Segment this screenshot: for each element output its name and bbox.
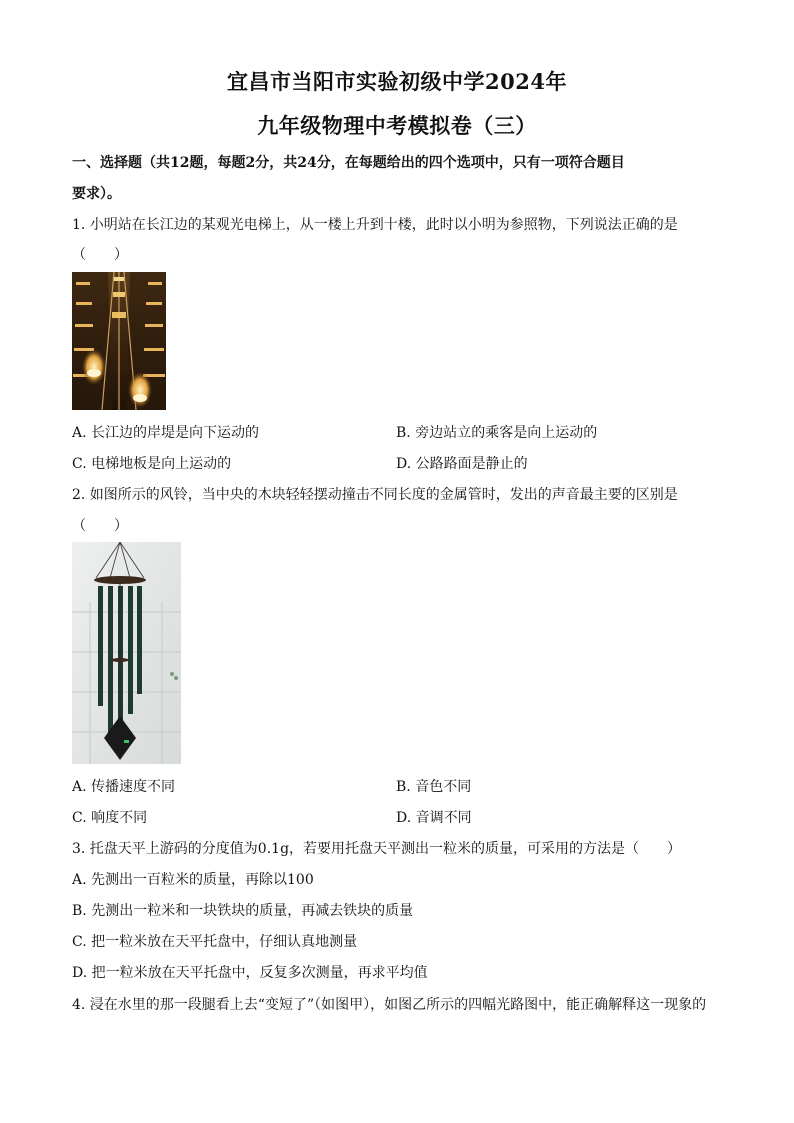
question-1-option-a[interactable]: A. 长江边的岸堤是向下运动的 <box>72 425 260 441</box>
question-3-option-d[interactable]: D. 把一粒米放在天平托盘中，反复多次测量，再求平均值 <box>72 965 428 981</box>
wind-chime-photo <box>72 542 181 764</box>
question-3-option-c[interactable]: C. 把一粒米放在天平托盘中，仔细认真地测量 <box>72 934 358 950</box>
section-heading-cont: 要求）。 <box>72 186 121 202</box>
question-2-option-b[interactable]: B. 音色不同 <box>396 779 472 795</box>
question-1-option-b[interactable]: B. 旁边站立的乘客是向上运动的 <box>396 425 598 441</box>
question-3-stem: 3. 托盘天平上游码的分度值为0.1g，若要用托盘天平测出一粒米的质量，可采用的方法是（ ） <box>72 841 682 857</box>
question-2-option-a[interactable]: A. 传播速度不同 <box>72 779 176 795</box>
question-1-option-c[interactable]: C. 电梯地板是向上运动的 <box>72 456 232 472</box>
exam-subtitle: 九年级物理中考模拟卷（三） <box>257 113 537 138</box>
question-2-option-c[interactable]: C. 响度不同 <box>72 810 148 826</box>
question-1-paren: （ ） <box>72 247 128 263</box>
question-1-option-d[interactable]: D. 公路路面是静止的 <box>396 456 528 472</box>
exam-title: 宜昌市当阳市实验初级中学2024年 <box>227 69 567 94</box>
question-2-stem: 2. 如图所示的风铃，当中央的木块轻轻摆动撞击不同长度的金属管时，发出的声音最主要的区别是 <box>72 487 678 503</box>
question-4-stem: 4. 浸在水里的那一段腿看上去“变短了”（如图甲），如图乙所示的四幅光路图中，能正确解释这一现象的 <box>72 997 707 1013</box>
question-1-stem: 1. 小明站在长江边的某观光电梯上，从一楼上升到十楼，此时以小明为参照物，下列说法正确的是 <box>72 217 678 233</box>
question-2-paren: （ ） <box>72 518 128 534</box>
question-3-option-a[interactable]: A. 先测出一百粒米的质量，再除以100 <box>72 872 314 888</box>
section-heading: 一、选择题（共12题，每题2分，共24分，在每题给出的四个选项中，只有一项符合题目 <box>72 155 625 171</box>
question-3-option-b[interactable]: B. 先测出一粒米和一块铁块的质量，再减去铁块的质量 <box>72 903 414 919</box>
elevator-shaft-photo <box>72 272 166 410</box>
question-2-option-d[interactable]: D. 音调不同 <box>396 810 472 826</box>
